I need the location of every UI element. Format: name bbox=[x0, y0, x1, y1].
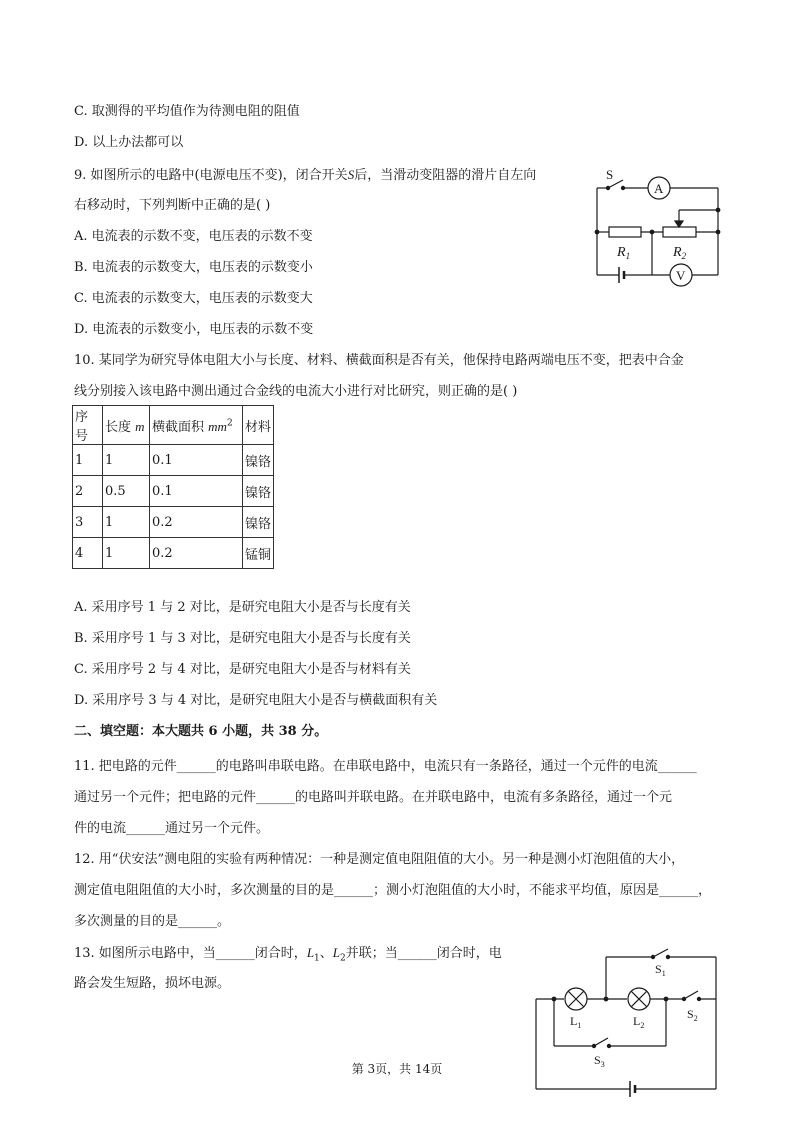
q9-r1-label: $R_1$ bbox=[617, 245, 631, 261]
q13-line1: 13. 如图所示电路中，当______闭合时，$L_1$、$L_2$并联；当______闭合时，电 bbox=[74, 945, 502, 964]
q9-stem-line2: 右移动时，下列判断中正确的是( ) bbox=[74, 198, 271, 213]
table-row: 2 0.5 0.1 镍铬 bbox=[73, 476, 274, 507]
q9-stem-line1: 9. 如图所示的电路中(电源电压不变)，闭合开关S后，当滑动变阻器的滑片自左向 bbox=[74, 167, 537, 183]
q13-s2-label: $S_2$ bbox=[687, 1007, 698, 1023]
table-header-cell: 长度 m bbox=[103, 406, 150, 445]
table-row: 1 1 0.1 镍铬 bbox=[73, 445, 274, 476]
q13-circuit-diagram bbox=[530, 942, 730, 1112]
q10-option-b: B. 采用序号 1 与 3 对比，是研究电阻大小是否与长度有关 bbox=[74, 631, 411, 646]
table-header-cell: 横截面积 $mm^2$ bbox=[150, 406, 243, 445]
q9-option-a: A. 电流表的示数不变，电压表的示数不变 bbox=[74, 229, 313, 244]
table-header-cell: 材料 bbox=[243, 406, 274, 445]
section-heading: 二、填空题：本大题共 6 小题，共 38 分。 bbox=[74, 724, 328, 739]
q9-ammeter-label: A bbox=[654, 181, 664, 196]
q9-circuit-diagram bbox=[585, 165, 725, 295]
page-number: 第 3页，共 14页 bbox=[351, 1062, 443, 1076]
q8-option-c: C. 取测得的平均值作为待测电阻的阻值 bbox=[74, 104, 300, 119]
q12-line3: 多次测量的目的是______。 bbox=[74, 914, 231, 929]
q11-line1: 11. 把电路的元件______的电路叫串联电路。在串联电路中，电流只有一条路径，通过一个元件的电流______ bbox=[74, 759, 697, 774]
q8-option-d: D. 以上办法都可以 bbox=[74, 135, 184, 150]
q10-stem-line1: 10. 某同学为研究导体电阻大小与长度、材料、横截面积是否有关，他保持电路两端电压不变，把表中合金 bbox=[74, 353, 684, 368]
q10-option-c: C. 采用序号 2 与 4 对比，是研究电阻大小是否与材料有关 bbox=[74, 662, 411, 677]
q9-option-b: B. 电流表的示数变大，电压表的示数变小 bbox=[74, 260, 313, 275]
q11-line2: 通过另一个元件；把电路的元件______的电路叫并联电路。在并联电路中，电流有多条路径，通过一个元 bbox=[74, 790, 673, 805]
q12-line1: 12. 用“伏安法”测电阻的实验有两种情况：一种是测定值电阻阻值的大小。另一种是测小灯泡阻值的大小， bbox=[74, 852, 685, 867]
q10-stem-line2: 线分别接入该电路中测出通过合金线的电流大小进行对比研究，则正确的是( ) bbox=[74, 384, 518, 399]
q9-option-c: C. 电流表的示数变大，电压表的示数变大 bbox=[74, 291, 313, 306]
q9-switch-label: S bbox=[606, 167, 614, 182]
q13-s3-label: $S_3$ bbox=[594, 1053, 605, 1069]
q13-s1-label: $S_1$ bbox=[655, 962, 666, 978]
q13-line2: 路会发生短路，损坏电源。 bbox=[74, 976, 231, 991]
q12-line2: 测定值电阻阻值的大小时，多次测量的目的是______；测小灯泡阻值的大小时，不能求平均值，原因是______， bbox=[74, 883, 712, 898]
q13-l1-label: $L_1$ bbox=[570, 1014, 582, 1030]
q13-l2-label: $L_2$ bbox=[633, 1014, 645, 1030]
table-row: 3 1 0.2 镍铬 bbox=[73, 507, 274, 538]
q11-line3: 件的电流______通过另一个元件。 bbox=[74, 821, 270, 836]
q10-option-a: A. 采用序号 1 与 2 对比，是研究电阻大小是否与长度有关 bbox=[74, 600, 411, 615]
table-header-cell: 序号 bbox=[73, 406, 103, 445]
q9-option-d: D. 电流表的示数变小，电压表的示数不变 bbox=[74, 322, 314, 337]
q10-option-d: D. 采用序号 3 与 4 对比，是研究电阻大小是否与横截面积有关 bbox=[74, 693, 438, 708]
table-row: 4 1 0.2 锰铜 bbox=[73, 538, 274, 569]
q10-data-table bbox=[72, 405, 274, 569]
q9-r2-label: $R_2$ bbox=[673, 245, 687, 261]
q9-voltmeter-label: V bbox=[676, 268, 686, 283]
table-header-row bbox=[73, 406, 274, 445]
